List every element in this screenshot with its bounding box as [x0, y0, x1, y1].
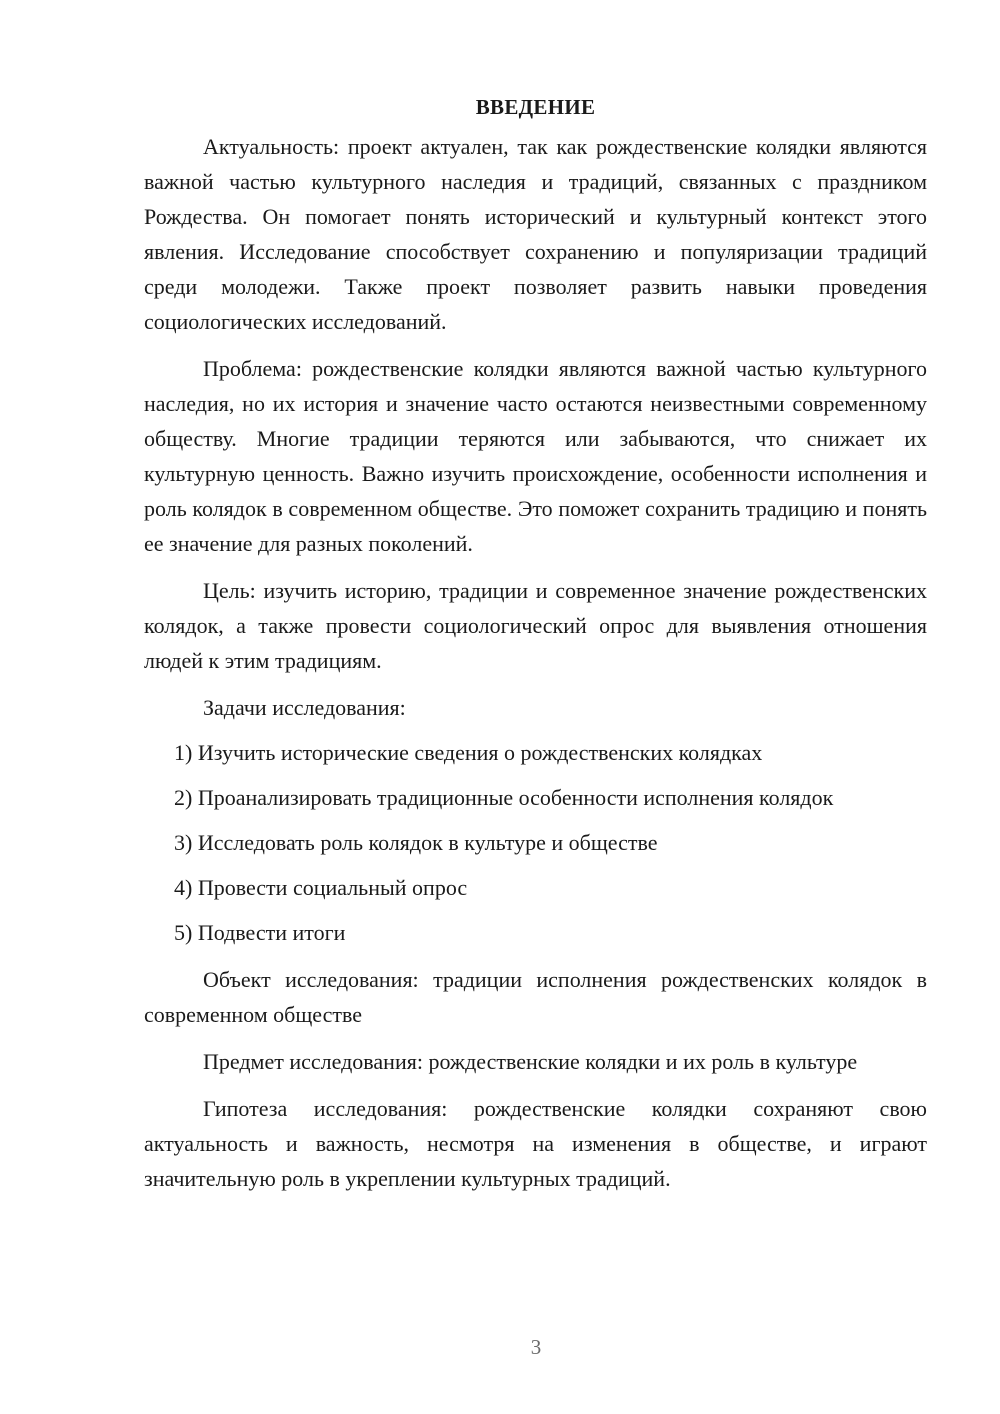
tasks-heading: Задачи исследования:: [203, 695, 406, 720]
task-item: 1) Изучить исторические сведения о рождественских колядках: [174, 740, 763, 765]
paragraph-object: Объект исследования: традиции исполнения рождественских колядок в современном обществе: [144, 967, 927, 1027]
document-title: ВВЕДЕНИЕ: [475, 95, 596, 119]
paragraph-subject: Предмет исследования: рождественские колядки и их роль в культуре: [203, 1049, 858, 1074]
paragraph-goal: Цель: изучить историю, традиции и современное значение рождественских колядок, а также провести социологический опрос для выявления отношения людей к этим традициям.: [144, 578, 927, 673]
task-item: 4) Провести социальный опрос: [174, 875, 468, 900]
tasks-list: [144, 735, 927, 950]
page-number: 3: [530, 1335, 542, 1359]
task-item: 3) Исследовать роль колядок в культуре и обществе: [174, 830, 658, 855]
paragraph-relevance: Актуальность: проект актуален, так как рождественские колядки являются важной частью культурного наследия и традиций, связанных с праздником Рождества. Он помогает понять исторический и культурный контекст этого явления. Исследование способствует сохранению и популяризации традиций среди молодежи. Также проект позволяет развить навыки проведения социологических исследований.: [144, 134, 927, 334]
paragraph-hypothesis: Гипотеза исследования: рождественские колядки сохраняют свою актуальность и важность, несмотря на изменения в обществе, и играют значительную роль в укреплении культурных традиций.: [144, 1096, 927, 1191]
task-item: 2) Проанализировать традиционные особенности исполнения колядок: [174, 785, 834, 810]
paragraph-problem: Проблема: рождественские колядки являются важной частью культурного наследия, но их история и значение часто остаются неизвестными современному обществу. Многие традиции теряются или забываются, что снижает их культурную ценность. Важно изучить происхождение, особенности исполнения и роль колядок в современном обществе. Это поможет сохранить традицию и понять ее значение для разных поколений.: [144, 356, 927, 556]
page-content: [144, 90, 927, 1208]
task-item: 5) Подвести итоги: [174, 920, 346, 945]
